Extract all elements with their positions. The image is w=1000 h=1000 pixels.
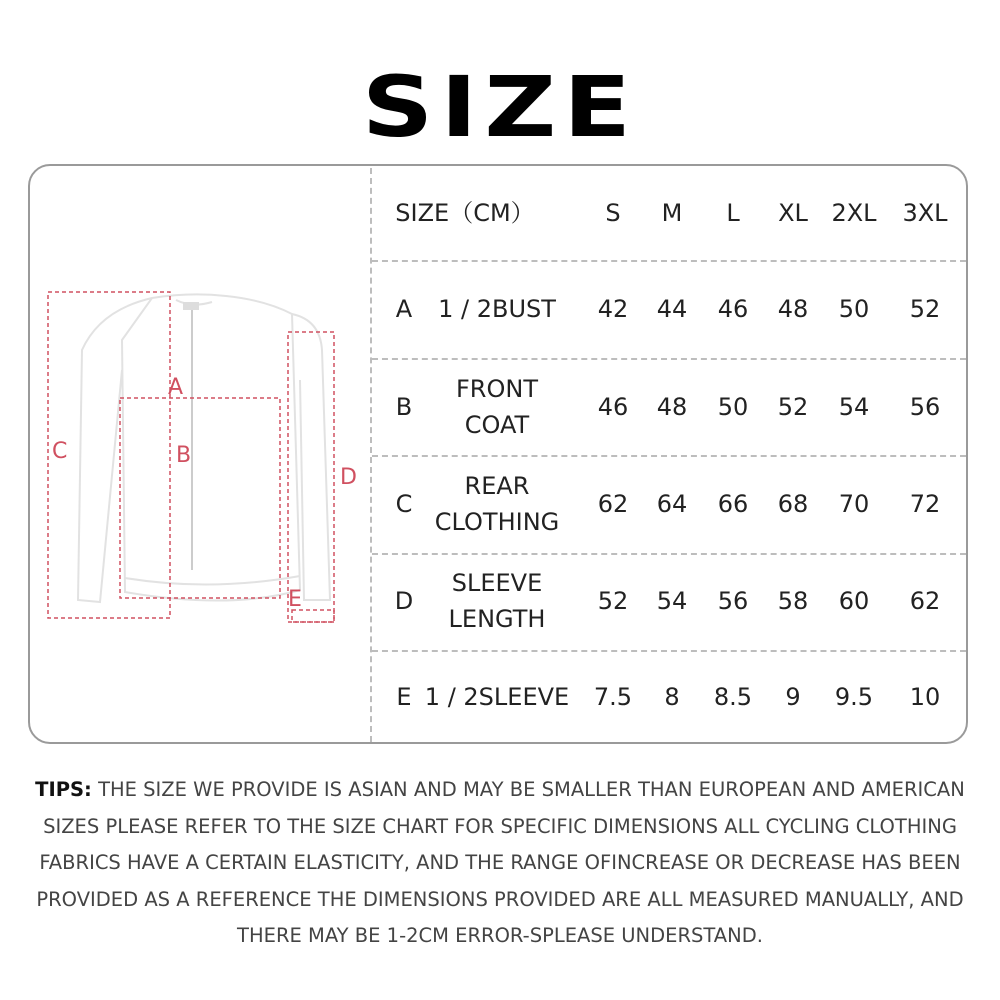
size-column-header: S bbox=[605, 199, 621, 227]
size-value-cell: 50 bbox=[717, 393, 749, 421]
size-value-cell: 68 bbox=[777, 490, 809, 518]
row-letter: D bbox=[394, 587, 414, 615]
size-value-cell: 54 bbox=[838, 393, 870, 421]
size-value-cell: 42 bbox=[597, 295, 629, 323]
row-measure-name: REAR CLOTHING bbox=[434, 472, 560, 536]
size-header-label: SIZE（CM） bbox=[395, 199, 535, 227]
jersey-outline bbox=[78, 294, 330, 602]
size-value-cell: 48 bbox=[777, 295, 809, 323]
size-value-cell: 10 bbox=[909, 683, 941, 711]
row-letter: B bbox=[395, 393, 413, 421]
size-value-cell: 8.5 bbox=[713, 683, 753, 711]
row-measure-name: 1 / 2BUST bbox=[438, 295, 556, 323]
size-column-header: 3XL bbox=[902, 199, 948, 227]
size-value-cell: 64 bbox=[656, 490, 688, 518]
size-value-cell: 54 bbox=[656, 587, 688, 615]
tips-text bbox=[20, 772, 980, 955]
diagram-label-e: E bbox=[288, 587, 302, 612]
size-value-cell: 70 bbox=[838, 490, 870, 518]
tips-body: THE SIZE WE PROVIDE IS ASIAN AND MAY BE SMALLER THAN EUROPEAN AND AMERICAN SIZES PLEASE REFER TO THE SIZE CHART FOR SPECIFIC DIMENSIONS ALL CYCLING CLOTHING FABRICS HAVE A CERTAIN ELASTICITY, AND THE RANGE OFINCREASE OR DECREASE HAS BEEN PROVIDED AS A REFERENCE THE DIMENSIONS PROVIDED ARE ALL MEASURED MANUALLY, AND THERE MAY BE 1-2CM ERROR-SPLEASE UNDERSTAND. bbox=[36, 778, 965, 947]
size-value-cell: 60 bbox=[838, 587, 870, 615]
size-value-cell: 46 bbox=[597, 393, 629, 421]
size-value-cell: 48 bbox=[656, 393, 688, 421]
diagram-label-b: B bbox=[176, 443, 192, 468]
size-value-cell: 8 bbox=[664, 683, 680, 711]
brand-tag bbox=[183, 302, 199, 310]
size-column-header: 2XL bbox=[831, 199, 877, 227]
size-column-header: XL bbox=[778, 199, 808, 227]
row-letter: A bbox=[395, 295, 413, 323]
row-measure-name: 1 / 2SLEEVE bbox=[424, 683, 570, 711]
size-value-cell: 50 bbox=[838, 295, 870, 323]
diagram-label-c: C bbox=[52, 439, 68, 464]
size-value-cell: 72 bbox=[909, 490, 941, 518]
row-letter: E bbox=[396, 683, 412, 711]
size-value-cell: 9.5 bbox=[834, 683, 874, 711]
measure-b-box bbox=[120, 398, 280, 598]
row-divider bbox=[372, 455, 966, 457]
jersey-diagram bbox=[30, 270, 370, 650]
size-value-cell: 62 bbox=[597, 490, 629, 518]
size-value-cell: 58 bbox=[777, 587, 809, 615]
size-value-cell: 52 bbox=[777, 393, 809, 421]
size-column-header: M bbox=[661, 199, 683, 227]
row-divider bbox=[372, 553, 966, 555]
size-value-cell: 44 bbox=[656, 295, 688, 323]
diagram-label-a: A bbox=[168, 375, 184, 400]
size-value-cell: 46 bbox=[717, 295, 749, 323]
page-title: SIZE bbox=[361, 58, 639, 156]
size-value-cell: 52 bbox=[909, 295, 941, 323]
measure-d-box bbox=[288, 332, 334, 622]
size-value-cell: 62 bbox=[909, 587, 941, 615]
row-measure-name: FRONT COAT bbox=[456, 375, 538, 439]
size-column-header: L bbox=[726, 199, 740, 227]
row-divider bbox=[372, 358, 966, 360]
size-value-cell: 56 bbox=[717, 587, 749, 615]
size-value-cell: 52 bbox=[597, 587, 629, 615]
size-value-cell: 56 bbox=[909, 393, 941, 421]
row-divider bbox=[372, 260, 966, 262]
diagram-label-d: D bbox=[340, 465, 357, 490]
size-value-cell: 66 bbox=[717, 490, 749, 518]
size-value-cell: 7.5 bbox=[593, 683, 633, 711]
row-measure-name: SLEEVE LENGTH bbox=[448, 569, 546, 633]
row-letter: C bbox=[395, 490, 413, 518]
row-divider bbox=[372, 650, 966, 652]
size-value-cell: 9 bbox=[785, 683, 801, 711]
tips-label: TIPS: bbox=[35, 778, 92, 801]
